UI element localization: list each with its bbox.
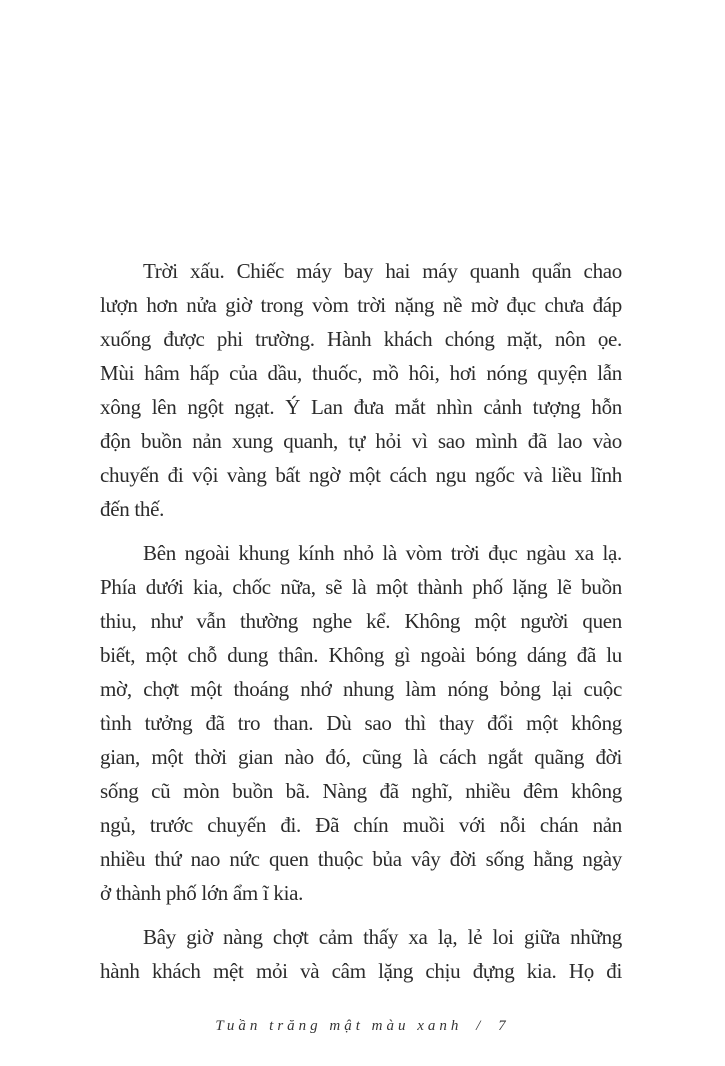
paragraph bbox=[100, 920, 622, 988]
text-line: Bên ngoài khung kính nhỏ là vòm trời đục ngàu xa lạ. bbox=[143, 541, 622, 565]
text-line: xông lên ngột ngạt. Ý Lan đưa mắt nhìn cảnh tượng hỗn bbox=[100, 395, 622, 419]
page-body bbox=[100, 254, 622, 998]
text-line: ngủ, trước chuyến đi. Đã chín muồi với nỗi chán nản bbox=[100, 813, 622, 837]
text-line: Phía dưới kia, chốc nữa, sẽ là một thành phố lặng lẽ buồn bbox=[100, 575, 622, 599]
text-line: Bây giờ nàng chợt cảm thấy xa lạ, lẻ loi giữa những bbox=[143, 925, 622, 949]
text-line: xuống được phi trường. Hành khách chóng mặt, nôn ọe. bbox=[100, 327, 622, 351]
text-line: ở thành phố lớn ẩm ĩ kia. bbox=[100, 881, 304, 905]
text-line: mờ, chợt một thoáng nhớ nhung làm nóng bỏng lại cuộc bbox=[100, 677, 622, 701]
text-line: chuyến đi vội vàng bất ngờ một cách ngu ngốc và liều lĩnh bbox=[100, 463, 622, 487]
page-footer bbox=[0, 1018, 725, 1035]
text-line: Mùi hâm hấp của dầu, thuốc, mồ hôi, hơi nóng quyện lẫn bbox=[100, 361, 622, 385]
paragraph bbox=[100, 254, 622, 526]
text-line: gian, một thời gian nào đó, cũng là cách ngắt quãng đời bbox=[100, 745, 622, 769]
running-title: Tuần trăng mật màu xanh bbox=[215, 1018, 463, 1034]
text-line: lượn hơn nửa giờ trong vòm trời nặng nề mờ đục chưa đáp bbox=[100, 293, 622, 317]
text-line: độn buồn nản xung quanh, tự hỏi vì sao mình đã lao vào bbox=[100, 429, 622, 453]
text-line: biết, một chỗ dung thân. Không gì ngoài bóng dáng đã lu bbox=[100, 643, 622, 667]
text-line: thiu, như vẫn thường nghe kể. Không một người quen bbox=[100, 609, 622, 633]
text-line: Trời xấu. Chiếc máy bay hai máy quanh quẩn chao bbox=[143, 259, 622, 283]
text-line: hành khách mệt mỏi và câm lặng chịu đựng kia. Họ đi bbox=[100, 959, 622, 983]
text-line: sống cũ mòn buồn bã. Nàng đã nghĩ, nhiều đêm không bbox=[100, 779, 622, 803]
paragraph bbox=[100, 536, 622, 910]
footer-separator: / bbox=[476, 1018, 485, 1034]
text-line: đến thế. bbox=[100, 497, 165, 521]
page-number: 7 bbox=[498, 1018, 510, 1034]
text-line: nhiều thứ nao nức quen thuộc bủa vây đời sống hằng ngày bbox=[100, 847, 622, 871]
text-line: tình tưởng đã tro than. Dù sao thì thay đổi một không bbox=[100, 711, 622, 735]
